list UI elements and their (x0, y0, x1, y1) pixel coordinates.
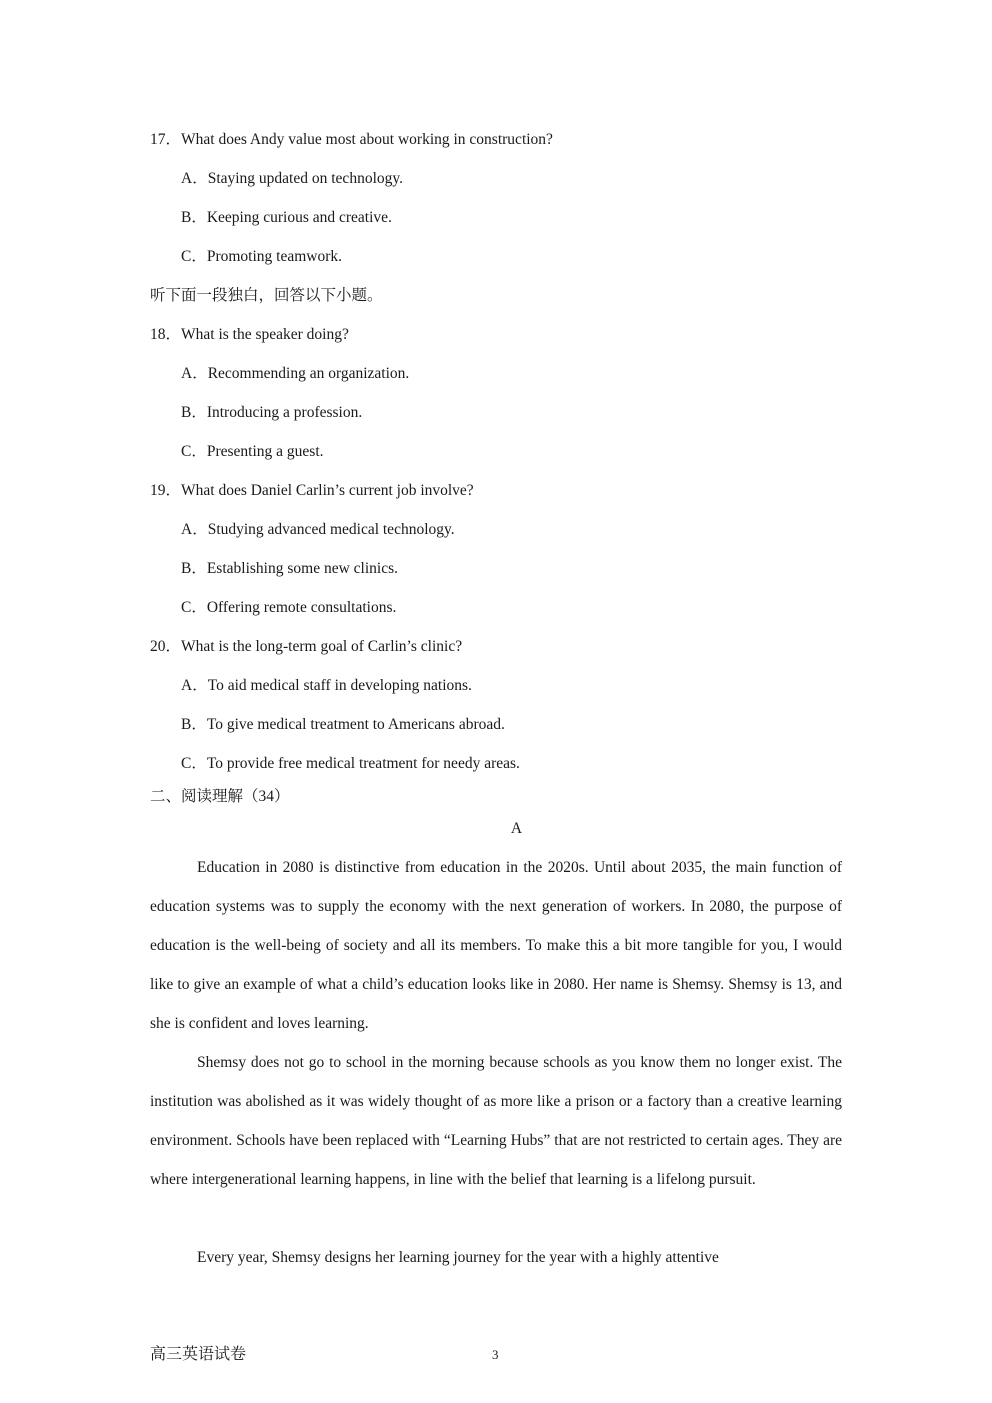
question-19-option-b: B．Establishing some new clinics. (181, 560, 398, 577)
section-title: 二、阅读理解（34） (150, 788, 290, 805)
passage-paragraph: Shemsy does not go to school in the morning because schools as you know them no longer exist. The institution was abolished as it was widely thought of as more like a prison or a factory than a creative learning environment. Schools have been replaced with “Learning Hubs” that are not restricted to certain ages. They are where intergenerational learning happens, in line with the belief that learning is a lifelong pursuit. (150, 1054, 842, 1188)
question-18-stem: 18．What is the speaker doing? (150, 326, 349, 343)
question-19-option-c: C．Offering remote consultations. (181, 599, 397, 616)
passage-label: A (510, 820, 523, 837)
question-20-option-c: C．To provide free medical treatment for needy areas. (181, 755, 520, 772)
question-18-option-b: B．Introducing a profession. (181, 404, 363, 421)
question-19-option-a: A．Studying advanced medical technology. (181, 521, 455, 538)
question-17-option-a: A．Staying updated on technology. (181, 170, 403, 187)
question-17-option-b: B．Keeping curious and creative. (181, 209, 392, 226)
passage-paragraph: Every year, Shemsy designs her learning journey for the year with a highly attentive (197, 1249, 719, 1266)
listening-instruction: 听下面一段独白，回答以下小题。 (150, 287, 383, 304)
footer-title: 高三英语试卷 (150, 1346, 247, 1363)
question-18-option-a: A．Recommending an organization. (181, 365, 410, 382)
question-20-option-a: A．To aid medical staff in developing nations. (181, 677, 472, 694)
page-number: 3 (492, 1347, 499, 1362)
question-18-option-c: C．Presenting a guest. (181, 443, 324, 460)
question-20-option-b: B．To give medical treatment to Americans abroad. (181, 716, 505, 733)
passage-paragraph: Education in 2080 is distinctive from education in the 2020s. Until about 2035, the main function of education systems was to supply the economy with the next generation of workers. In 2080, the purpose of education is the well-being of society and all its members. To make this a bit more tangible for you, I would like to give an example of what a child’s education looks like in 2080. Her name is Shemsy. Shemsy is 13, and she is confident and loves learning. (150, 859, 842, 1032)
question-17-stem: 17．What does Andy value most about working in construction? (150, 131, 553, 148)
question-17-option-c: C．Promoting teamwork. (181, 248, 343, 265)
question-19-stem: 19．What does Daniel Carlin’s current job involve? (150, 482, 474, 499)
question-20-stem: 20．What is the long-term goal of Carlin’s clinic? (150, 638, 463, 655)
